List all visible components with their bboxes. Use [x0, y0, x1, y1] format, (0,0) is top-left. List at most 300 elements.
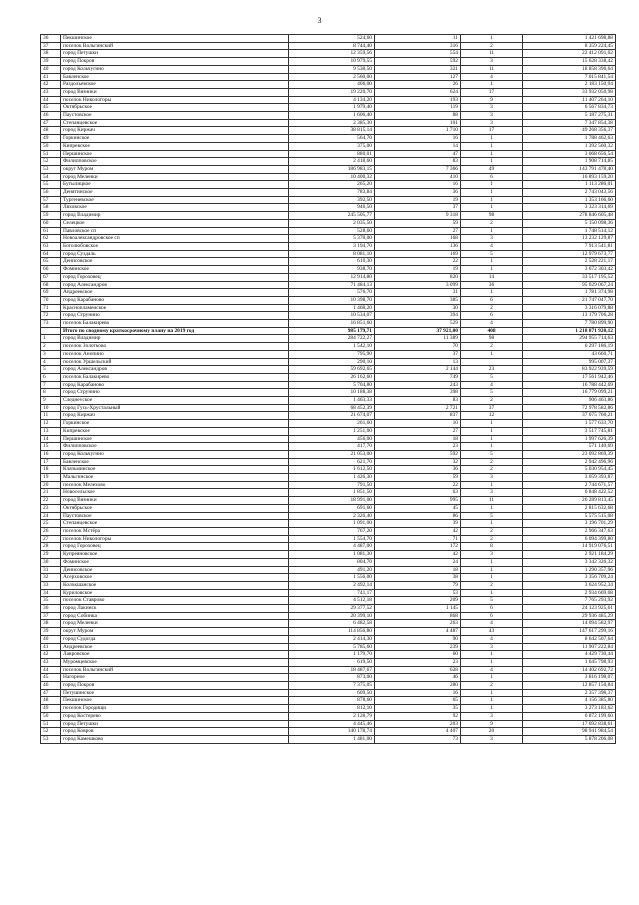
cost-value: 16 779 099,21 — [523, 389, 616, 397]
cost-value: 33 932 050,98 — [523, 88, 616, 96]
residents-count: 70 — [375, 343, 461, 351]
area-value: 38 815,14 — [289, 127, 375, 135]
table-row — [41, 558, 616, 566]
table-row — [41, 235, 616, 243]
area-value: 812,10 — [289, 705, 375, 713]
table-row — [41, 219, 616, 227]
buildings-count: 3 — [461, 474, 523, 482]
table-row — [41, 666, 616, 674]
buildings-count: 3 — [461, 235, 523, 243]
area-value: 2 326,40 — [289, 512, 375, 520]
buildings-count: 36 — [461, 281, 523, 289]
residents-count: 316 — [375, 42, 461, 50]
table-row — [41, 119, 616, 127]
table-row — [41, 158, 616, 166]
municipality-name: Андреевское — [61, 289, 289, 297]
cost-value: 24 123 925,61 — [523, 605, 616, 613]
municipality-name: Паустовское — [61, 112, 289, 120]
table-row — [41, 320, 616, 328]
area-value: 878,60 — [289, 697, 375, 705]
cost-value: 1 218 871 920,12 — [523, 327, 616, 335]
cost-value: 18 858 390,64 — [523, 65, 616, 73]
area-value: 3 194,70 — [289, 242, 375, 250]
row-number: 42 — [41, 81, 61, 89]
area-value: 564,70 — [289, 135, 375, 143]
buildings-count: 3 — [461, 119, 523, 127]
area-value: 18 991,00 — [289, 497, 375, 505]
area-value: 68 452,39 — [289, 404, 375, 412]
table-row — [41, 266, 616, 274]
residents-count: 71 — [375, 535, 461, 543]
table-row — [41, 196, 616, 204]
buildings-count: 1 — [461, 135, 523, 143]
residents-count: 2 144 — [375, 366, 461, 374]
table-row — [41, 420, 616, 428]
residents-count: 11 389 — [375, 335, 461, 343]
residents-count: 73 — [375, 735, 461, 743]
row-number: 34 — [41, 589, 61, 597]
table-row — [41, 512, 616, 520]
table-row — [41, 358, 616, 366]
area-value: 392,50 — [289, 196, 375, 204]
table-row — [41, 312, 616, 320]
row-number: 43 — [41, 88, 61, 96]
table-row — [41, 450, 616, 458]
residents-count: 53 — [375, 589, 461, 597]
cost-value: 6 567 834,73 — [523, 104, 616, 112]
row-number: 28 — [41, 543, 61, 551]
residents-count: 394 — [375, 312, 461, 320]
cost-value: 2 357 398,37 — [523, 689, 616, 697]
row-number: 36 — [41, 35, 61, 43]
area-value: 528,60 — [289, 227, 375, 235]
municipality-name: Горкинское — [61, 135, 289, 143]
residents-count: 9 318 — [375, 212, 461, 220]
buildings-count: 5 — [461, 512, 523, 520]
row-number: 38 — [41, 620, 61, 628]
table-row — [41, 150, 616, 158]
area-value: 9 538,50 — [289, 65, 375, 73]
area-value: 290,10 — [289, 358, 375, 366]
row-number: 17 — [41, 458, 61, 466]
buildings-count: 20 — [461, 728, 523, 736]
municipality-name: Кипревское — [61, 142, 289, 150]
area-value: 524,60 — [289, 35, 375, 43]
municipality-name: поселок Золотково — [61, 343, 289, 351]
row-number: 64 — [41, 250, 61, 258]
area-value: 20 399,10 — [289, 612, 375, 620]
municipality-name: Купреяновское — [61, 551, 289, 559]
row-number: 66 — [41, 266, 61, 274]
buildings-count: 3 — [461, 643, 523, 651]
row-number: 58 — [41, 204, 61, 212]
cost-value: 29 936 485,29 — [523, 612, 616, 620]
residents-count: 243 — [375, 381, 461, 389]
area-value: 791,50 — [289, 481, 375, 489]
residents-count: 26 — [375, 81, 461, 89]
buildings-count: 11 — [461, 50, 523, 58]
row-number: 62 — [41, 235, 61, 243]
residents-count: 820 — [375, 273, 461, 281]
cost-value: 1 353 166,60 — [523, 196, 616, 204]
residents-count: 83 — [375, 158, 461, 166]
cost-value: 1 392 560,32 — [523, 142, 616, 150]
residents-count: 63 — [375, 489, 461, 497]
municipality-name: Першинское — [61, 435, 289, 443]
buildings-count: 4 — [461, 635, 523, 643]
cost-value: 7 913 541,81 — [523, 242, 616, 250]
table-row — [41, 404, 616, 412]
buildings-count: 1 — [461, 196, 523, 204]
residents-count: 280 — [375, 682, 461, 690]
cost-value: 43 660,71 — [523, 350, 616, 358]
row-number: 68 — [41, 281, 61, 289]
residents-count: 529 — [375, 320, 461, 328]
residents-count: 16 — [375, 135, 461, 143]
cost-value: 7 015 841,54 — [523, 73, 616, 81]
municipality-name: округ Муром — [61, 165, 289, 173]
cost-value: 12 979 673,77 — [523, 250, 616, 258]
municipality-name: Селецкое — [61, 219, 289, 227]
municipality-name: город Карабаново — [61, 296, 289, 304]
cost-value: 2 743 043,56 — [523, 189, 616, 197]
area-value: 10 400,32 — [289, 173, 375, 181]
buildings-count: 6 — [461, 312, 523, 320]
table-row — [41, 566, 616, 574]
municipality-name: город Костерево — [61, 712, 289, 720]
residents-count: 136 — [375, 242, 461, 250]
area-value: 1 463,33 — [289, 397, 375, 405]
cost-value: 1 788 462,63 — [523, 135, 616, 143]
buildings-count: 1 — [461, 589, 523, 597]
residents-count: 32 — [375, 458, 461, 466]
cost-value: 1 748 514,12 — [523, 227, 616, 235]
municipality-name: Куриловское — [61, 589, 289, 597]
residents-count: 37 — [375, 350, 461, 358]
residents-count: 209 — [375, 597, 461, 605]
data-table — [40, 34, 616, 744]
municipality-name: город Струнино — [61, 312, 289, 320]
municipality-name: Паустовское — [61, 512, 289, 520]
residents-count: 398 — [375, 389, 461, 397]
cost-value: 15 628 338,42 — [523, 58, 616, 66]
row-number: 9 — [41, 397, 61, 405]
municipality-name: поселок Вольгинский — [61, 42, 289, 50]
row-number: 32 — [41, 574, 61, 582]
row-number: 3 — [41, 350, 61, 358]
residents-count: 88 — [375, 112, 461, 120]
residents-count: 7 366 — [375, 165, 461, 173]
area-value: 4 512,18 — [289, 597, 375, 605]
cost-value: 147 617 299,16 — [523, 628, 616, 636]
row-number: 27 — [41, 535, 61, 543]
row-number: 61 — [41, 227, 61, 235]
area-value: 1 468,20 — [289, 304, 375, 312]
cost-value: 143 791 478,40 — [523, 165, 616, 173]
residents-count: 16 — [375, 689, 461, 697]
area-value: 1 251,00 — [289, 427, 375, 435]
table-row — [41, 504, 616, 512]
buildings-count: 1 — [461, 689, 523, 697]
buildings-count: 17 — [461, 88, 523, 96]
residents-count: 2 721 — [375, 404, 461, 412]
table-row — [41, 104, 616, 112]
table-row — [41, 227, 616, 235]
cost-value: 906 463,86 — [523, 397, 616, 405]
row-number: 23 — [41, 504, 61, 512]
row-number: 25 — [41, 520, 61, 528]
residents-count: 46 — [375, 674, 461, 682]
area-value: 10 534,07 — [289, 312, 375, 320]
area-value: 2 418,60 — [289, 158, 375, 166]
residents-count: 36 — [375, 466, 461, 474]
buildings-count: 1 — [461, 651, 523, 659]
area-value: 12 359,56 — [289, 50, 375, 58]
table-row — [41, 528, 616, 536]
buildings-count: 9 — [461, 96, 523, 104]
buildings-count: 98 — [461, 212, 523, 220]
area-value: 1 091,00 — [289, 520, 375, 528]
cost-value: 13 232 129,87 — [523, 235, 616, 243]
row-number: 72 — [41, 312, 61, 320]
area-value: 795,90 — [289, 350, 375, 358]
buildings-count: 5 — [461, 389, 523, 397]
cost-value: 3 068 656,54 — [523, 150, 616, 158]
area-value: 5 704,80 — [289, 381, 375, 389]
municipality-name: Раздольевское — [61, 81, 289, 89]
row-number: 69 — [41, 289, 61, 297]
row-number: 48 — [41, 697, 61, 705]
table-row — [41, 651, 616, 659]
row-number: 71 — [41, 304, 61, 312]
municipality-name: Фоминское — [61, 266, 289, 274]
table-row — [41, 88, 616, 96]
row-number: 48 — [41, 127, 61, 135]
buildings-count: 1 — [461, 289, 523, 297]
table-row — [41, 581, 616, 589]
area-value: 938,70 — [289, 266, 375, 274]
area-value: 4 487,00 — [289, 543, 375, 551]
buildings-count: 37 — [461, 404, 523, 412]
area-value: 245 505,77 — [289, 212, 375, 220]
municipality-name: Мальгинское — [61, 474, 289, 482]
row-number: 42 — [41, 651, 61, 659]
area-value: 4 445,46 — [289, 720, 375, 728]
row-number: 53 — [41, 735, 61, 743]
row-number: 67 — [41, 273, 61, 281]
residents-count: 1 145 — [375, 605, 461, 613]
row-number: 59 — [41, 212, 61, 220]
table-row — [41, 189, 616, 197]
buildings-count: 11 — [461, 65, 523, 73]
buildings-count: 1 — [461, 443, 523, 451]
area-value: 880,01 — [289, 150, 375, 158]
table-row — [41, 589, 616, 597]
cost-value: 2 528 221,17 — [523, 258, 616, 266]
cost-value: 278 846 605,48 — [523, 212, 616, 220]
residents-count: 321 — [375, 65, 461, 73]
row-number: 57 — [41, 196, 61, 204]
area-value: 609,50 — [289, 689, 375, 697]
row-number: 41 — [41, 73, 61, 81]
row-number: 12 — [41, 420, 61, 428]
table-row — [41, 605, 616, 613]
table-row — [41, 142, 616, 150]
municipality-name: поселок Никологоры — [61, 535, 289, 543]
municipality-name: Фоминское — [61, 558, 289, 566]
row-number: 53 — [41, 165, 61, 173]
area-value: 186 983,15 — [289, 165, 375, 173]
area-value: 21 674,07 — [289, 412, 375, 420]
buildings-count: 1 — [461, 258, 523, 266]
municipality-name: Денисовское — [61, 258, 289, 266]
buildings-count: 1 — [461, 674, 523, 682]
table-row — [41, 612, 616, 620]
area-value: 19 220,70 — [289, 88, 375, 96]
table-row — [41, 682, 616, 690]
cost-value: 14 402 692,72 — [523, 666, 616, 674]
cost-value: 1 645 798,93 — [523, 658, 616, 666]
row-number: 55 — [41, 181, 61, 189]
buildings-count: 1 — [461, 35, 523, 43]
cost-value: 4 429 730,44 — [523, 651, 616, 659]
buildings-count: 1 — [461, 705, 523, 713]
buildings-count: 1 — [461, 158, 523, 166]
table-row — [41, 212, 616, 220]
buildings-count: 17 — [461, 127, 523, 135]
area-value: 406,00 — [289, 81, 375, 89]
municipality-name: поселок Балакирево — [61, 320, 289, 328]
municipality-name: поселок Никологоры — [61, 96, 289, 104]
residents-count: 410 — [375, 173, 461, 181]
area-value: 619,50 — [289, 658, 375, 666]
table-row — [41, 597, 616, 605]
cost-value: 8 359 224,45 — [523, 42, 616, 50]
buildings-count: 4 — [461, 242, 523, 250]
row-number: 30 — [41, 558, 61, 566]
municipality-name: Денисовское — [61, 566, 289, 574]
buildings-count: 1 — [461, 504, 523, 512]
cost-value: 2 815 632,68 — [523, 504, 616, 512]
cost-value: 11 407 264,10 — [523, 96, 616, 104]
table-row — [41, 204, 616, 212]
municipality-name: город Кольчугино — [61, 450, 289, 458]
cost-value: 3 323 314,69 — [523, 204, 616, 212]
row-number: 21 — [41, 489, 61, 497]
table-row — [41, 127, 616, 135]
municipality-name: Степанцевское — [61, 520, 289, 528]
area-value: 576,70 — [289, 289, 375, 297]
area-value: 873,00 — [289, 674, 375, 682]
row-number: 51 — [41, 150, 61, 158]
row-number: 6 — [41, 373, 61, 381]
cost-value: 98 941 984,54 — [523, 728, 616, 736]
municipality-name: Лавровское — [61, 651, 289, 659]
municipality-name: Горкинское — [61, 420, 289, 428]
table-row — [41, 728, 616, 736]
municipality-name: Степанцевское — [61, 119, 289, 127]
cost-value: 6 094 399,80 — [523, 535, 616, 543]
buildings-count: 1 — [461, 204, 523, 212]
residents-count: 39 — [375, 520, 461, 528]
cost-value: 3 273 183,62 — [523, 705, 616, 713]
table-row — [41, 620, 616, 628]
table-row — [41, 497, 616, 505]
table-row — [41, 296, 616, 304]
area-value: 265,20 — [289, 181, 375, 189]
area-value: 4 134,20 — [289, 96, 375, 104]
municipality-name: город Киржач — [61, 412, 289, 420]
table-row — [41, 643, 616, 651]
municipality-name: город Меленки — [61, 620, 289, 628]
cost-value: 2 744 671,57 — [523, 481, 616, 489]
residents-count: 22 — [375, 258, 461, 266]
residents-count: 868 — [375, 612, 461, 620]
municipality-name: город Владимир — [61, 335, 289, 343]
buildings-count: 3 — [461, 551, 523, 559]
table-row — [41, 304, 616, 312]
buildings-count: 3 — [461, 489, 523, 497]
cost-value: 3 517 745,81 — [523, 427, 616, 435]
cost-value: 12 857 150,84 — [523, 682, 616, 690]
row-number: 46 — [41, 682, 61, 690]
municipality-name: город Петушки — [61, 50, 289, 58]
table-row — [41, 335, 616, 343]
row-number: 39 — [41, 628, 61, 636]
municipality-name: Филипповское — [61, 158, 289, 166]
municipality-name: поселок Городищи — [61, 705, 289, 713]
row-number: 73 — [41, 320, 61, 328]
cost-value: 23 092 869,39 — [523, 450, 616, 458]
row-number: 46 — [41, 112, 61, 120]
area-value: 783,84 — [289, 189, 375, 197]
municipality-name: Кипревское — [61, 427, 289, 435]
residents-count: 4 407 — [375, 728, 461, 736]
table-row — [41, 242, 616, 250]
cost-value: 5 187 275,31 — [523, 112, 616, 120]
municipality-name: город Кольчугино — [61, 65, 289, 73]
row-number: 24 — [41, 512, 61, 520]
residents-count: 1 710 — [375, 127, 461, 135]
area-value: 16 851,60 — [289, 320, 375, 328]
residents-count: 35 — [375, 705, 461, 713]
table-row — [41, 535, 616, 543]
row-number: 8 — [41, 389, 61, 397]
table-row — [41, 674, 616, 682]
municipality-name: город Гороховец — [61, 273, 289, 281]
cost-value: 1 290 357,96 — [523, 566, 616, 574]
table-row — [41, 551, 616, 559]
table-row — [41, 720, 616, 728]
table-row — [41, 635, 616, 643]
area-value: 6 482,58 — [289, 620, 375, 628]
cost-value: 2 942 496,96 — [523, 458, 616, 466]
buildings-count: 1 — [461, 142, 523, 150]
table-row — [41, 427, 616, 435]
residents-count: 3 099 — [375, 281, 461, 289]
buildings-count: 2 — [461, 304, 523, 312]
row-number — [41, 327, 61, 335]
cost-value: 5 878 206,08 — [523, 735, 616, 743]
residents-count: 14 — [375, 142, 461, 150]
buildings-count: 1 — [461, 350, 523, 358]
row-number: 49 — [41, 705, 61, 713]
cost-value: 4 156 385,80 — [523, 697, 616, 705]
cost-value: 3 356 709,24 — [523, 574, 616, 582]
row-number: 18 — [41, 466, 61, 474]
cost-value: 5 575 515,08 — [523, 512, 616, 520]
cost-value: 83 922 939,59 — [523, 366, 616, 374]
